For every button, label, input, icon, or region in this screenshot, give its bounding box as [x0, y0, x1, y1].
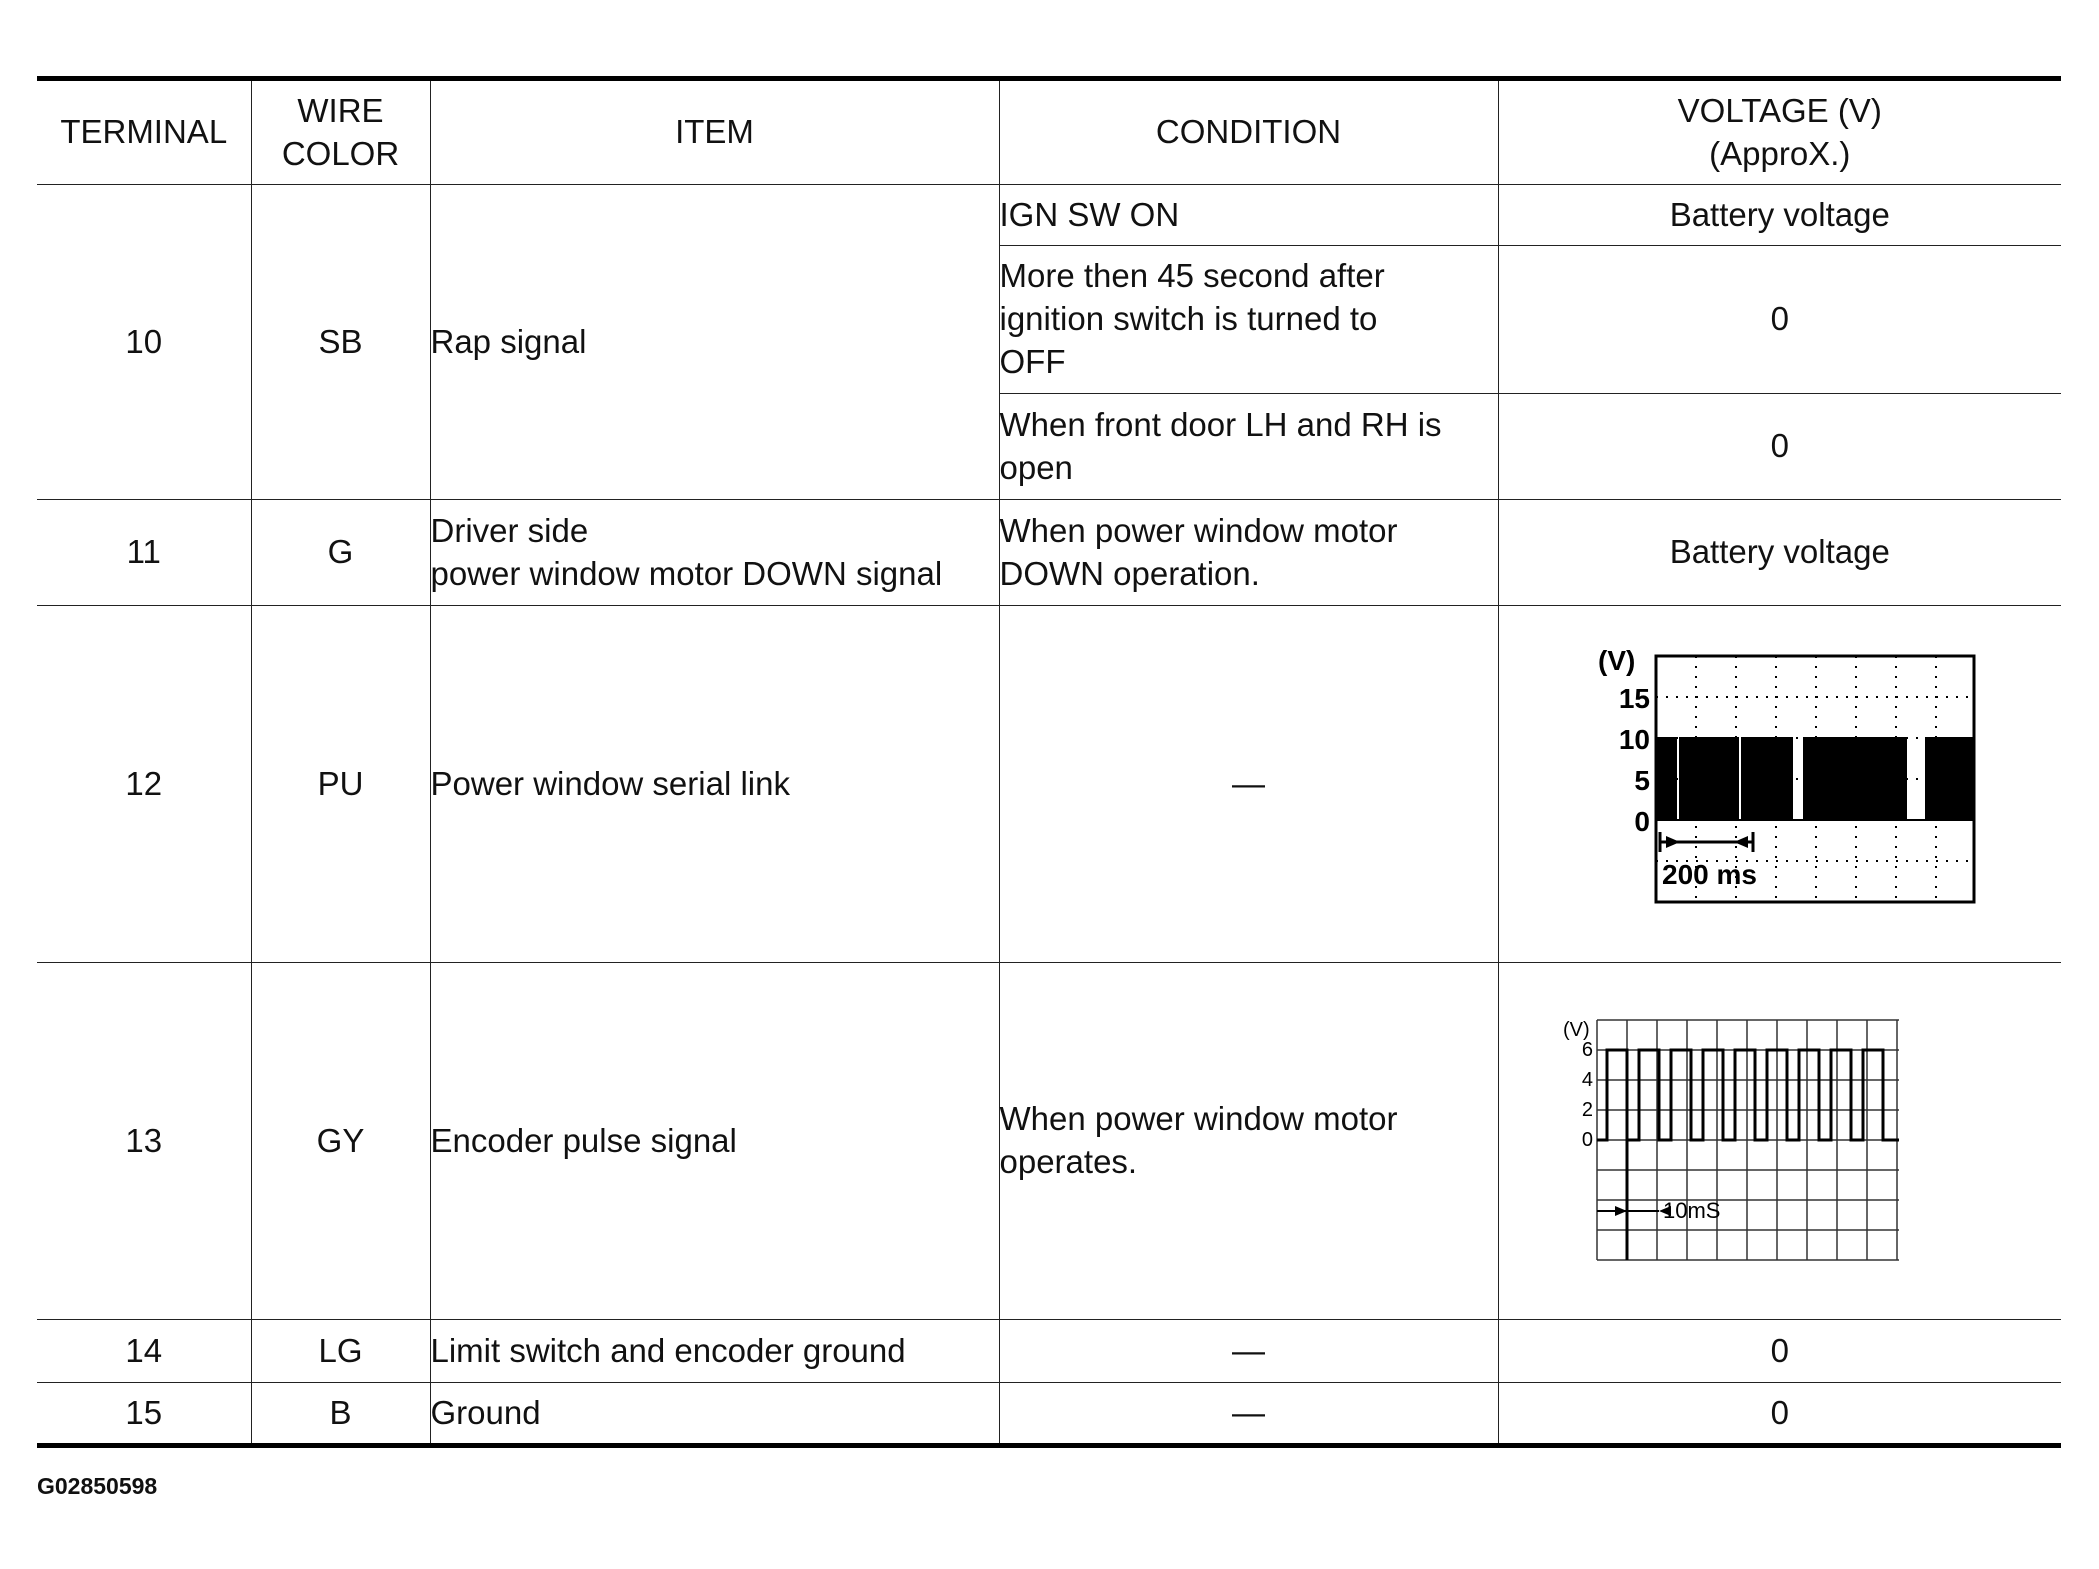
condition-line: OFF [999, 342, 1066, 380]
waveform-unit: (V) [1562, 1019, 1590, 1041]
encoder-pulse-waveform [1559, 1006, 1939, 1276]
waveform-unit: (V) [1597, 645, 1636, 676]
header-terminal: TERMINAL [37, 79, 251, 185]
wire-color-cell: LG [251, 1320, 430, 1383]
header-voltage-line-1: VOLTAGE (V) [1677, 91, 1882, 129]
voltage-cell: 0 [1498, 1383, 2061, 1446]
item-cell: Power window serial link [430, 606, 999, 963]
condition-cell: — [999, 1383, 1498, 1446]
header-condition: CONDITION [999, 79, 1498, 185]
figure-code: G02850598 [37, 1473, 158, 1499]
voltage-cell: Battery voltage [1498, 500, 2061, 606]
wire-color-cell: PU [251, 606, 430, 963]
voltage-cell: 0 [1498, 1320, 2061, 1383]
terminal-cell: 13 [37, 963, 251, 1320]
item-cell: Encoder pulse signal [430, 963, 999, 1320]
time-scale-label: 200 ms [1661, 859, 1757, 890]
header-row [37, 79, 2061, 185]
item-line: Driver side [430, 511, 589, 549]
serial-link-waveform [1570, 644, 1990, 924]
condition-line: ignition switch is turned to [999, 300, 1378, 338]
condition-cell [999, 963, 1498, 1320]
condition-line: When front door LH and RH is [999, 405, 1442, 443]
waveform-tick: 15 [1618, 683, 1650, 714]
waveform-tick: 4 [1581, 1069, 1593, 1091]
condition-line: When power window motor [999, 1100, 1398, 1138]
header-item: ITEM [430, 79, 999, 185]
wire-color-cell: GY [251, 963, 430, 1320]
table-row [37, 500, 2061, 606]
serial-link-trace [1656, 738, 1974, 820]
header-voltage [1498, 79, 2061, 185]
waveform-tick: 0 [1581, 1129, 1593, 1151]
wire-color-cell: G [251, 500, 430, 606]
time-span-arrow [1666, 836, 1680, 848]
waveform-tick: 0 [1634, 806, 1650, 837]
header-wire-color-line-2: COLOR [281, 134, 400, 172]
condition-line: operates. [999, 1143, 1138, 1180]
waveform-tick: 6 [1581, 1039, 1593, 1061]
time-span-arrow [1615, 1206, 1627, 1216]
condition-cell: — [999, 606, 1498, 963]
header-wire-color [251, 79, 430, 185]
voltage-waveform-cell [1498, 606, 2061, 963]
condition-cell [999, 394, 1498, 500]
waveform-tick: 10 [1618, 724, 1650, 755]
condition-line: More then 45 second after [999, 257, 1385, 295]
item-cell: Limit switch and encoder ground [430, 1320, 999, 1383]
condition-cell: — [999, 1320, 1498, 1383]
terminal-cell: 11 [37, 500, 251, 606]
voltage-waveform-cell [1498, 963, 2061, 1320]
terminal-cell: 14 [37, 1320, 251, 1383]
condition-line: open [999, 448, 1073, 486]
voltage-cell: 0 [1498, 394, 2061, 500]
condition-cell [999, 500, 1498, 606]
item-cell: Rap signal [430, 185, 999, 500]
item-cell: Ground [430, 1383, 999, 1446]
table-row [37, 1320, 2061, 1383]
condition-line: DOWN operation. [999, 554, 1260, 592]
wire-color-cell: B [251, 1383, 430, 1446]
condition-cell: IGN SW ON [999, 185, 1498, 246]
time-scale-label: 10mS [1662, 1198, 1720, 1223]
header-voltage-line-2: (ApproX.) [1709, 134, 1851, 172]
wire-color-cell: SB [251, 185, 430, 500]
condition-line: When power window motor [999, 511, 1398, 549]
condition-cell [999, 246, 1498, 394]
item-line: power window motor DOWN signal [430, 554, 943, 592]
voltage-cell: Battery voltage [1498, 185, 2061, 246]
terminal-cell: 10 [37, 185, 251, 500]
waveform-tick: 2 [1581, 1099, 1593, 1121]
encoder-pulse-trace [1597, 1050, 1899, 1140]
voltage-cell: 0 [1498, 246, 2061, 394]
table-row [37, 963, 2061, 1320]
table-row [37, 1383, 2061, 1446]
table-row [37, 185, 2061, 246]
terminal-cell: 12 [37, 606, 251, 963]
waveform-tick: 5 [1634, 765, 1650, 796]
header-wire-color-line-1: WIRE [297, 91, 384, 129]
terminal-spec-table [37, 76, 2061, 1448]
table-row [37, 606, 2061, 963]
terminal-cell: 15 [37, 1383, 251, 1446]
item-cell [430, 500, 999, 606]
